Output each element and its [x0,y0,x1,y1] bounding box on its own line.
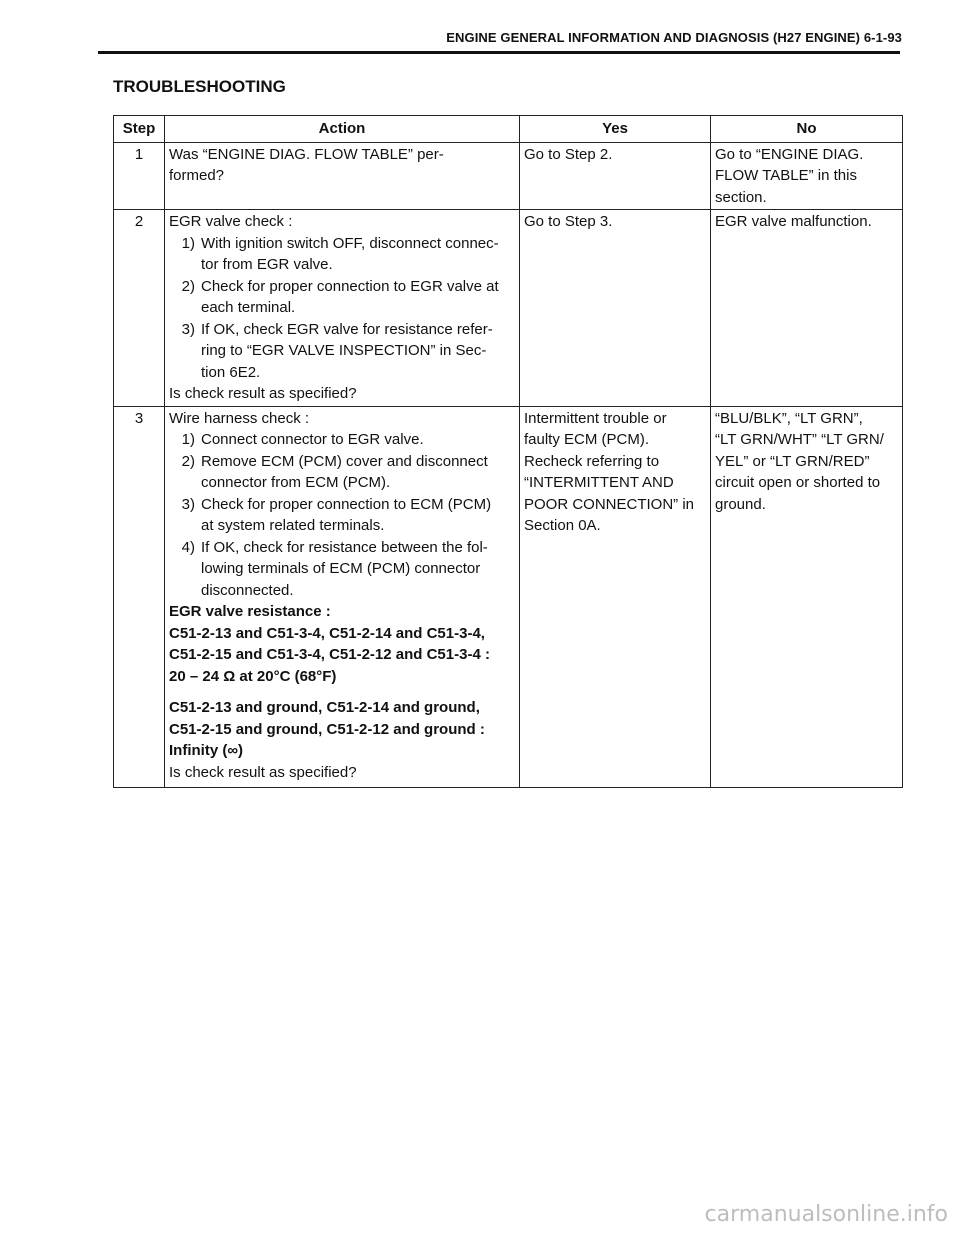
spacer [169,687,515,697]
yes-line: POOR CONNECTION” in [524,495,695,513]
no-line: “BLU/BLK”, “LT GRN”, [715,409,863,427]
substep [169,319,515,384]
no-line: Go to “ENGINE DIAG. [715,145,864,163]
substep-number: 3) [181,320,195,338]
substep-line: Check for proper connection to ECM (PCM) [201,495,492,513]
no-line: “LT GRN/WHT” “LT GRN/ [715,431,884,448]
table-row [114,142,903,210]
substep-number: 1) [181,431,195,448]
no-cell [711,142,903,210]
substep-line: ring to “EGR VALVE INSPECTION” in Sec- [201,342,487,359]
no-cell [711,406,903,788]
column-header-action: Action [165,116,520,143]
action-line: Was “ENGINE DIAG. FLOW TABLE” per- [169,145,444,163]
no-line: FLOW TABLE” in this [715,167,857,184]
no-line: circuit open or shorted to [715,474,881,491]
substep [169,494,515,537]
substep-line: If OK, check EGR valve for resistance refer- [201,320,493,338]
action-question: Is check result as specified? [169,763,357,781]
no-line: EGR valve malfunction. [715,213,872,230]
substep-line: With ignition switch OFF, disconnect connec- [201,234,499,252]
substep-line: Connect connector to EGR valve. [201,431,424,448]
step-number: 3 [114,406,165,788]
yes-cell [520,142,711,210]
action-cell [165,210,520,407]
no-cell [711,210,903,407]
substep-line: lowing terminals of ECM (PCM) connector [201,560,481,577]
no-line: ground. [715,495,766,513]
step-number: 2 [114,210,165,407]
resistance-spec-block [169,601,515,687]
substep-number: 4) [181,538,195,556]
substep-line: connector from ECM (PCM). [201,474,391,491]
spec-line: Infinity (∞) [169,742,244,759]
header-rule [98,51,900,54]
table-header-row [114,116,903,143]
spec-line: C51-2-13 and C51-3-4, C51-2-14 and C51-3-4, [169,624,485,642]
substep-number: 2) [181,277,195,295]
column-header-yes: Yes [520,116,711,143]
yes-cell [520,210,711,407]
table-row [114,406,903,788]
substep-line: Check for proper connection to EGR valve at [201,277,499,295]
ground-spec-block [169,697,515,762]
yes-line: Intermittent trouble or [524,409,667,427]
no-line: YEL” or “LT GRN/RED” [715,452,870,470]
action-cell [165,142,520,210]
substep [169,537,515,602]
yes-line: Go to Step 2. [524,145,613,163]
substep-line: tor from EGR valve. [201,256,333,273]
substep-line: disconnected. [201,581,294,599]
watermark: carmanualsonline.info [704,1202,948,1227]
spec-line: EGR valve resistance : [169,603,331,620]
substep [169,233,515,276]
action-question: Is check result as specified? [169,385,357,402]
spec-line: C51-2-15 and ground, C51-2-12 and ground : [169,720,485,738]
no-line: section. [715,188,767,206]
yes-line: Recheck referring to [524,452,660,470]
yes-line: Section 0A. [524,517,601,534]
spec-line: 20 – 24 Ω at 20°C (68°F) [169,667,337,685]
yes-line: faulty ECM (PCM). [524,431,650,448]
section-title: TROUBLESHOOTING [113,77,286,96]
yes-cell [520,406,711,788]
substep-line: each terminal. [201,299,296,316]
substep-number: 2) [181,452,195,470]
substep [169,276,515,319]
action-line: formed? [169,167,225,184]
substep [169,451,515,494]
substep-line: at system related terminals. [201,517,385,534]
substep-number: 1) [181,234,195,252]
column-header-no: No [711,116,903,143]
running-header: ENGINE GENERAL INFORMATION AND DIAGNOSIS (H27 ENGINE) 6-1-93 [446,30,902,45]
troubleshooting-table [113,115,903,788]
substep-line: tion 6E2. [201,363,261,381]
yes-line: Go to Step 3. [524,213,613,230]
table-row [114,210,903,407]
substep-number: 3) [181,495,195,513]
substep [169,429,515,451]
spec-line: C51-2-15 and C51-3-4, C51-2-12 and C51-3-4 : [169,646,490,663]
step-number: 1 [114,142,165,210]
spec-line: C51-2-13 and ground, C51-2-14 and ground, [169,699,480,716]
yes-line: “INTERMITTENT AND [524,474,674,491]
substep-line: Remove ECM (PCM) cover and disconnect [201,452,488,470]
action-cell [165,406,520,788]
substep-line: If OK, check for resistance between the fol- [201,538,488,556]
column-header-step: Step [114,116,165,143]
action-intro: EGR valve check : [169,213,293,230]
action-intro: Wire harness check : [169,409,310,427]
